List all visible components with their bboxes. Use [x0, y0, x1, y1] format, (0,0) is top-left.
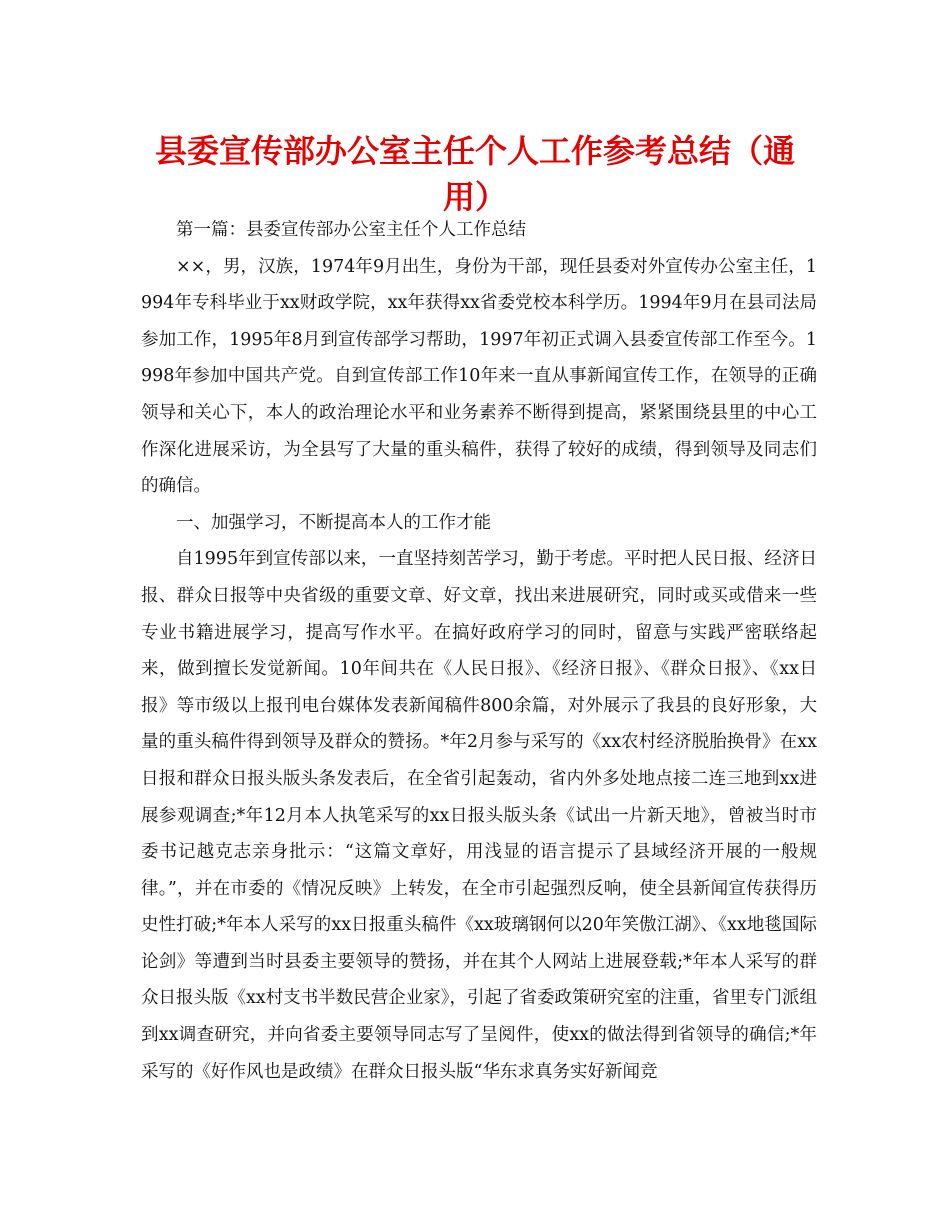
section-heading-1: 第一篇：县委宣传部办公室主任个人工作总结 — [176, 220, 526, 240]
document-title: 县委宣传部办公室主任个人工作参考总结（通用） — [154, 132, 795, 216]
paragraph-study: 自1995年到宣传部以来，一直坚持刻苦学习，勤于考虑。平时把人民日报、经济日报、群众日报等中央省级的重要文章、好文章，找出来进展研究，同时或买或借来一些专业书籍进展学习，提高写作水平。在搞好政府学习的同时，留意与实践严密联络起来，做到擅长发觉新闻。10年间共在《人民日报》、《经济日报》、《群众日报》、《xx日报》等市级以上报刊电台媒体发表新闻稿件800余篇，对外展示了我县的良好形象，大量的重头稿件得到领导及群众的赞扬。*年2月参与采写的《xx农村经济脱胎换骨》在xx日报和群众日报头版头条发表后，在全省引起轰动，省内外多处地点接二连三地到xx进展参观调查;*年12月本人执笔采写的xx日报头版头条《试出一片新天地》，曾被当时市委书记越克志亲身批示：“这篇文章好，用浅显的语言提示了县域经济开展的一般规律。”，并在市委的《情况反映》上转发，在全市引起强烈反响，使全县新闻宣传获得历史性打破;*年本人采写的xx日报重头稿件《xx玻璃钢何以20年笑傲江湖》、《xx地毯国际论剑》等遭到当时县委主要领导的赞扬，并在其个人网站上进展登载;*年本人采写的群众日报头版《xx村支书半数民营企业家》，引起了省委政策研究室的注重，省里专门派组到xx调查研究，并向省委主要领导同志写了呈阅件，使xx的做法得到省领导的确信;*年采写的《好作风也是政绩》在群众日报头版“华东求真务实好新闻竞 — [141, 549, 817, 1082]
document-body — [141, 212, 817, 1090]
section-heading-2: 一、加强学习，不断提高本人的工作才能 — [176, 512, 491, 533]
paragraph-profile: ××，男，汉族，1974年9月出生，身份为干部，现任县委对外宣传办公室主任，1994年专科毕业于xx财政学院，xx年获得xx省委党校本科学历。1994年9月在县司法局参加工作，1995年8月到宣传部学习帮助，1997年初正式调入县委宣传部工作至今。1998年参加中国共产党。自到宣传部工作10年来一直从事新闻宣传工作，在领导的正确领导和关心下，本人的政治理论水平和业务素养不断得到提高，紧紧围绕县里的中心工作深化进展采访，为全县写了大量的重头稿件，获得了较好的成绩，得到领导及同志们的确信。 — [141, 256, 817, 497]
